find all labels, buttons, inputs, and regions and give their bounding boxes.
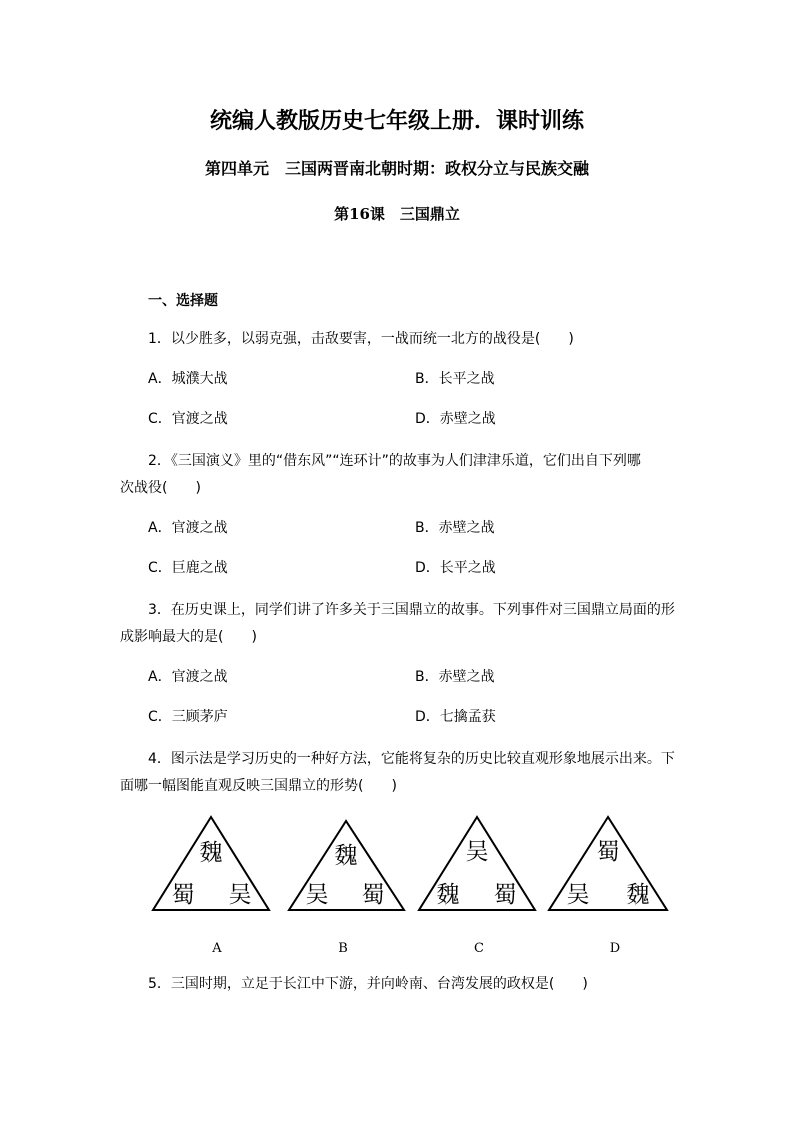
question-1-option-b[interactable]: B．长平之战 (415, 371, 495, 387)
question-2-option-b[interactable]: B．赤壁之战 (415, 520, 495, 536)
diagram-option-c[interactable] (419, 817, 535, 956)
question-5-stem: 5．三国时期，立足于长江中下游，并向岭南、台湾发展的政权是( ) (148, 976, 588, 992)
question-4-stem-line-1: 4．图示法是学习历史的一种好方法，它能将复杂的历史比较直观形象地展示出来。下 (148, 751, 675, 767)
question-2-stem-line-1: 2．《三国演义》里的“借东风”“连环计”的故事为人们津津乐道，它们出自下列哪 (148, 453, 641, 469)
diagram-option-b[interactable] (289, 821, 404, 956)
question-3-option-a[interactable]: A．官渡之战 (148, 669, 228, 685)
question-1-stem: 1．以少胜多，以弱克强，击敌要害，一战而统一北方的战役是( ) (148, 331, 574, 347)
question-2-option-a[interactable]: A．官渡之战 (148, 520, 228, 536)
document-title: 统编人教版历史七年级上册．课时训练 (209, 108, 584, 134)
diagram-label-a: A (212, 941, 222, 956)
diagram-label-d: D (609, 941, 621, 956)
triangle-b-left: 吴 (305, 882, 329, 908)
question-3-option-d[interactable]: D．七擒孟获 (415, 709, 496, 725)
diagram-label-c: C (474, 941, 484, 956)
triangle-d-top: 蜀 (596, 839, 620, 865)
question-4-stem-line-2: 面哪一幅图能直观反映三国鼎立的形势( ) (120, 778, 397, 794)
question-2-option-d[interactable]: D．长平之战 (415, 560, 496, 576)
question-3-stem-line-2: 成影响最大的是( ) (120, 629, 257, 645)
question-1-option-d[interactable]: D．赤壁之战 (415, 411, 496, 427)
triangle-c-right: 蜀 (493, 882, 517, 908)
triangle-a-left: 蜀 (171, 882, 195, 908)
triangle-b-right: 蜀 (361, 882, 385, 908)
triangle-b-top: 魏 (334, 843, 358, 869)
question-2-stem-line-2: 次战役( ) (120, 480, 201, 496)
triangle-d-left: 吴 (566, 882, 590, 908)
unit-title: 第四单元 三国两晋南北朝时期：政权分立与民族交融 (204, 159, 589, 178)
triangle-a-right: 吴 (228, 882, 252, 908)
triangle-d-right: 魏 (626, 882, 650, 908)
diagram-label-b: B (338, 941, 348, 956)
triangle-c-left: 魏 (436, 882, 460, 908)
question-1-option-a[interactable]: A．城濮大战 (148, 371, 228, 387)
question-1-option-c[interactable]: C．官渡之战 (148, 411, 228, 427)
section-heading: 一、选择题 (148, 293, 218, 309)
question-3-option-c[interactable]: C．三顾茅庐 (148, 709, 228, 725)
diagram-option-a[interactable] (153, 817, 269, 956)
question-2-option-c[interactable]: C．巨鹿之战 (148, 560, 228, 576)
lesson-title: 第16课 三国鼎立 (334, 205, 460, 223)
triangle-c-top: 吴 (465, 839, 489, 865)
question-3-option-b[interactable]: B．赤壁之战 (415, 669, 495, 685)
diagram-option-d[interactable] (549, 817, 667, 956)
question-3-stem-line-1: 3．在历史课上，同学们讲了许多关于三国鼎立的故事。下列事件对三国鼎立局面的形 (148, 602, 675, 618)
triangle-a-top: 魏 (199, 840, 223, 866)
